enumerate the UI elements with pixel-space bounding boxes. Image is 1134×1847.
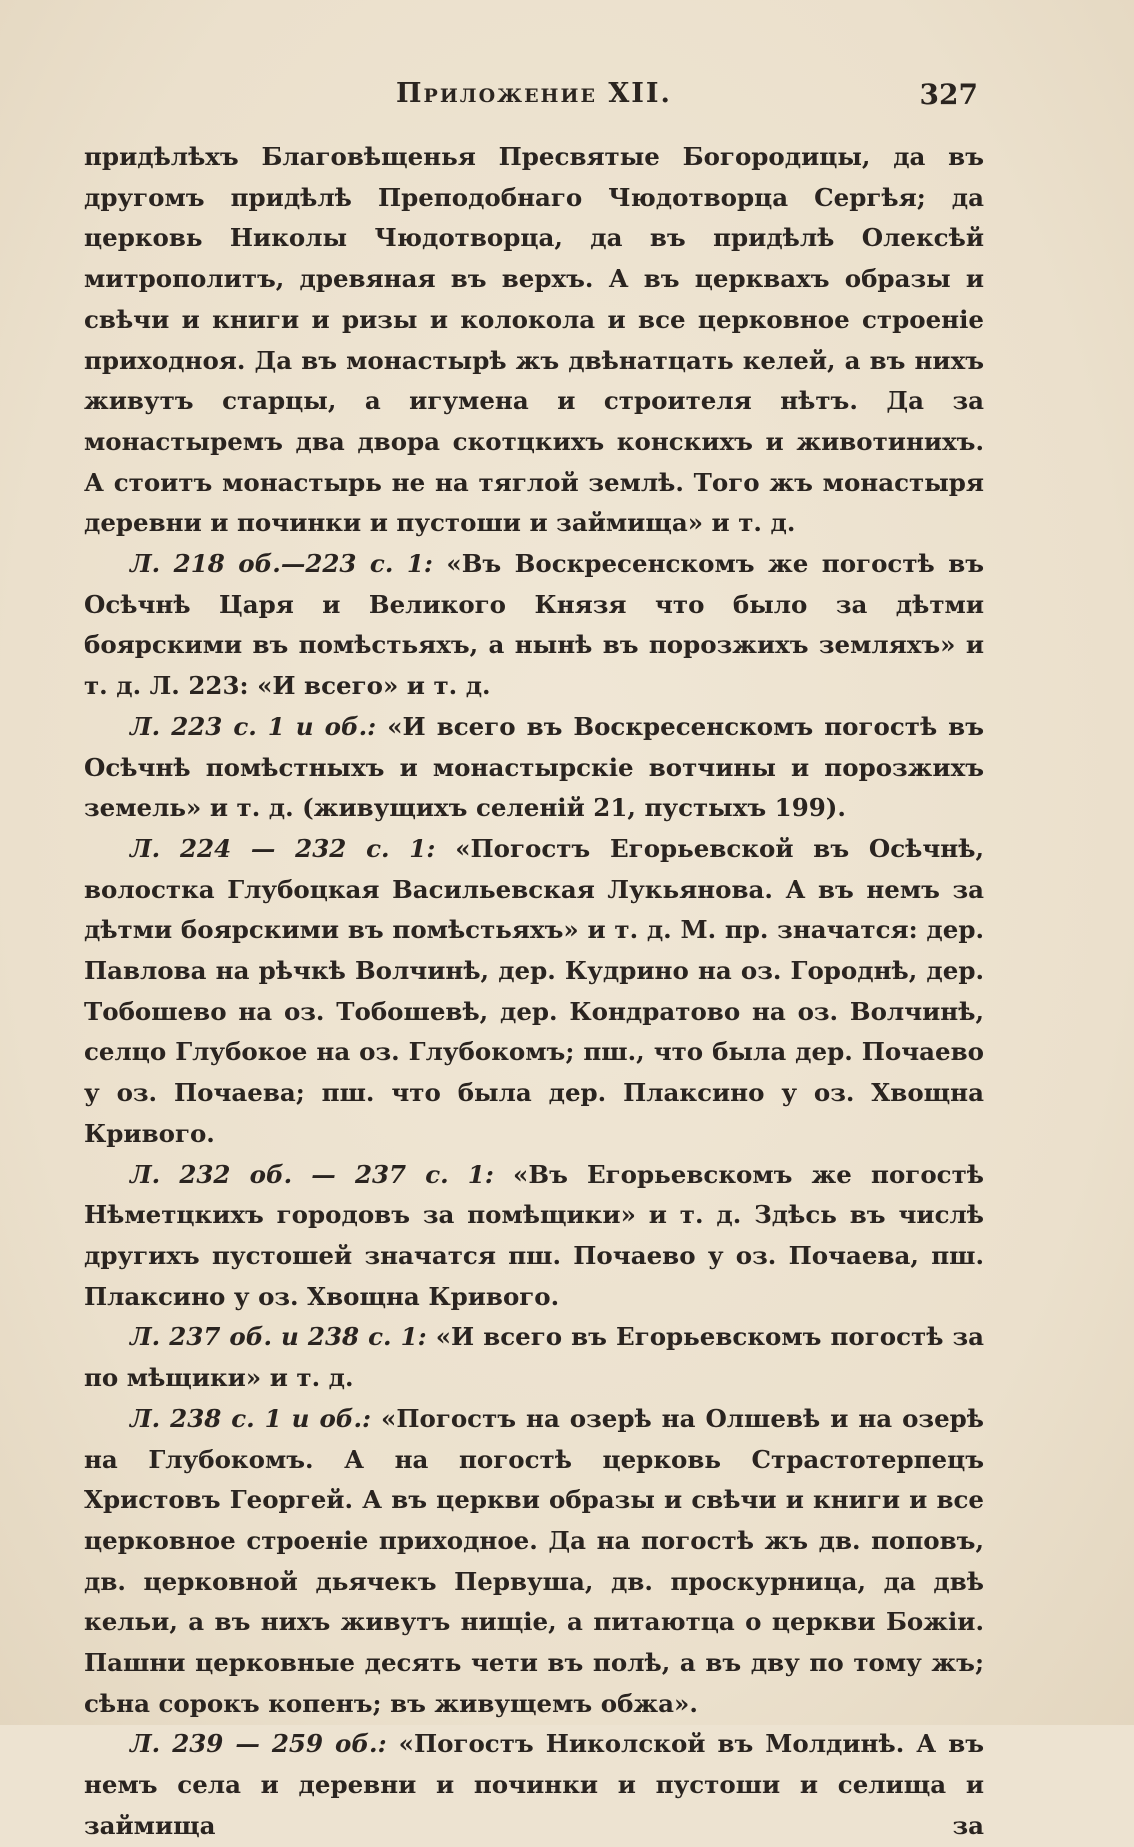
paragraph-entry — [84, 829, 984, 1155]
paragraph-entry — [84, 1399, 984, 1725]
paragraph-continuation — [84, 137, 984, 544]
paragraph-text: придѣлѣхъ Благовѣщенья Пресвятые Богородицы, да въ другомъ придѣлѣ Преподобнаго Чюдотворца Сергѣя; да церковь Николы Чюдотворца, да въ придѣлѣ Олексѣй митрополитъ, древяная въ верхъ. А въ церквахъ образы и свѣчи и книги и ризы и колокола и все церковное строеніе приходноя. Да въ монастырѣ жъ двѣнатцать келей, а въ нихъ живутъ старцы, а игумена и строителя нѣтъ. Да за монастыремъ два двора скотцкихъ конскихъ и животинихъ. А стоитъ монастырь не на тяглой землѣ. Того жъ монастыря деревни и починки и пустоши и займища» и т. д. — [84, 142, 984, 538]
paragraph-entry — [84, 1155, 984, 1318]
paragraph-text: «И всего въ Егорьевскомъ погостѣ за по мѣщики» и т. д. — [84, 1322, 984, 1393]
paragraph-text: «Погостъ Егорьевской въ Осѣчнѣ, волостка Глубоцкая Васильевская Лукьянова. А въ немъ за дѣтми боярскими въ помѣстьяхъ» и т. д. М. пр. значатся: дер. Павлова на рѣчкѣ Волчинѣ, дер. Кудрино на оз. Городнѣ, дер. Тобошево на оз. Тобошевѣ, дер. Кондратово на оз. Волчинѣ, селцо Глубокое на оз. Глубокомъ; пш., что была дер. Почаево у оз. Почаева; пш. что была дер. Плаксино у оз. Хвощна Кривого. — [84, 833, 984, 1148]
running-title: Приложение XII. — [396, 78, 672, 109]
paragraph-entry — [84, 544, 984, 707]
folio-reference: Л. 238 с. 1 и об.: — [130, 1403, 372, 1433]
paragraph-text: «Погостъ Николской въ Молдинѣ. А въ немъ села и деревни и починки и пустоши и селища и займища за — [84, 1729, 985, 1840]
page-number: 327 — [919, 78, 978, 111]
folio-reference: Л. 239 — 259 об.: — [130, 1729, 387, 1759]
folio-reference: Л. 223 с. 1 и об.: — [130, 711, 377, 741]
folio-reference: Л. 224 — 232 с. 1: — [130, 833, 436, 863]
paragraph-text: «И всего въ Воскресенскомъ погостѣ въ Осѣчнѣ помѣстныхъ и монастырскіе вотчины и порозжихъ земель» и т. д. (живущихъ селеній 21, пустыхъ 199). — [84, 711, 984, 823]
folio-reference: Л. 232 об. — 237 с. 1: — [130, 1159, 494, 1189]
body-text — [84, 137, 984, 1847]
folio-reference: Л. 218 об.—223 с. 1: — [130, 549, 433, 579]
paragraph-text: «Въ Воскресенскомъ же погостѣ въ Осѣчнѣ Царя и Великого Князя что было за дѣтми боярскими въ помѣстьяхъ, а нынѣ въ порозжихъ земляхъ» и т. д. Л. 223: «И всего» и т. д. — [84, 549, 985, 701]
paragraph-entry — [84, 1724, 984, 1846]
paragraph-entry — [84, 1317, 984, 1398]
running-header — [84, 78, 984, 118]
folio-reference: Л. 237 об. и 238 с. 1: — [130, 1322, 427, 1352]
paragraph-entry — [84, 707, 984, 829]
paragraph-text: «Въ Егорьевскомъ же погостѣ Нѣметцкихъ городовъ за помѣщики» и т. д. Здѣсь въ числѣ другихъ пустошей значатся пш. Почаево у оз. Почаева, пш. Плаксино у оз. Хвощна Кривого. — [84, 1159, 984, 1311]
paragraph-text: «Погостъ на озерѣ на Олшевѣ и на озерѣ на Глубокомъ. А на погостѣ церковь Страстотерпецъ Христовъ Георгей. А въ церкви образы и свѣчи и книги и все церковное строеніе приходное. Да на погостѣ жъ дв. поповъ, дв. церковной дьячекъ Первуша, дв. проскурница, да двѣ кельи, а въ нихъ живутъ нищіе, а питаютца о церкви Божіи. Пашни церковные десять чети въ полѣ, а въ дву по тому жъ; сѣна сорокъ копенъ; въ живущемъ обжа». — [84, 1403, 985, 1718]
